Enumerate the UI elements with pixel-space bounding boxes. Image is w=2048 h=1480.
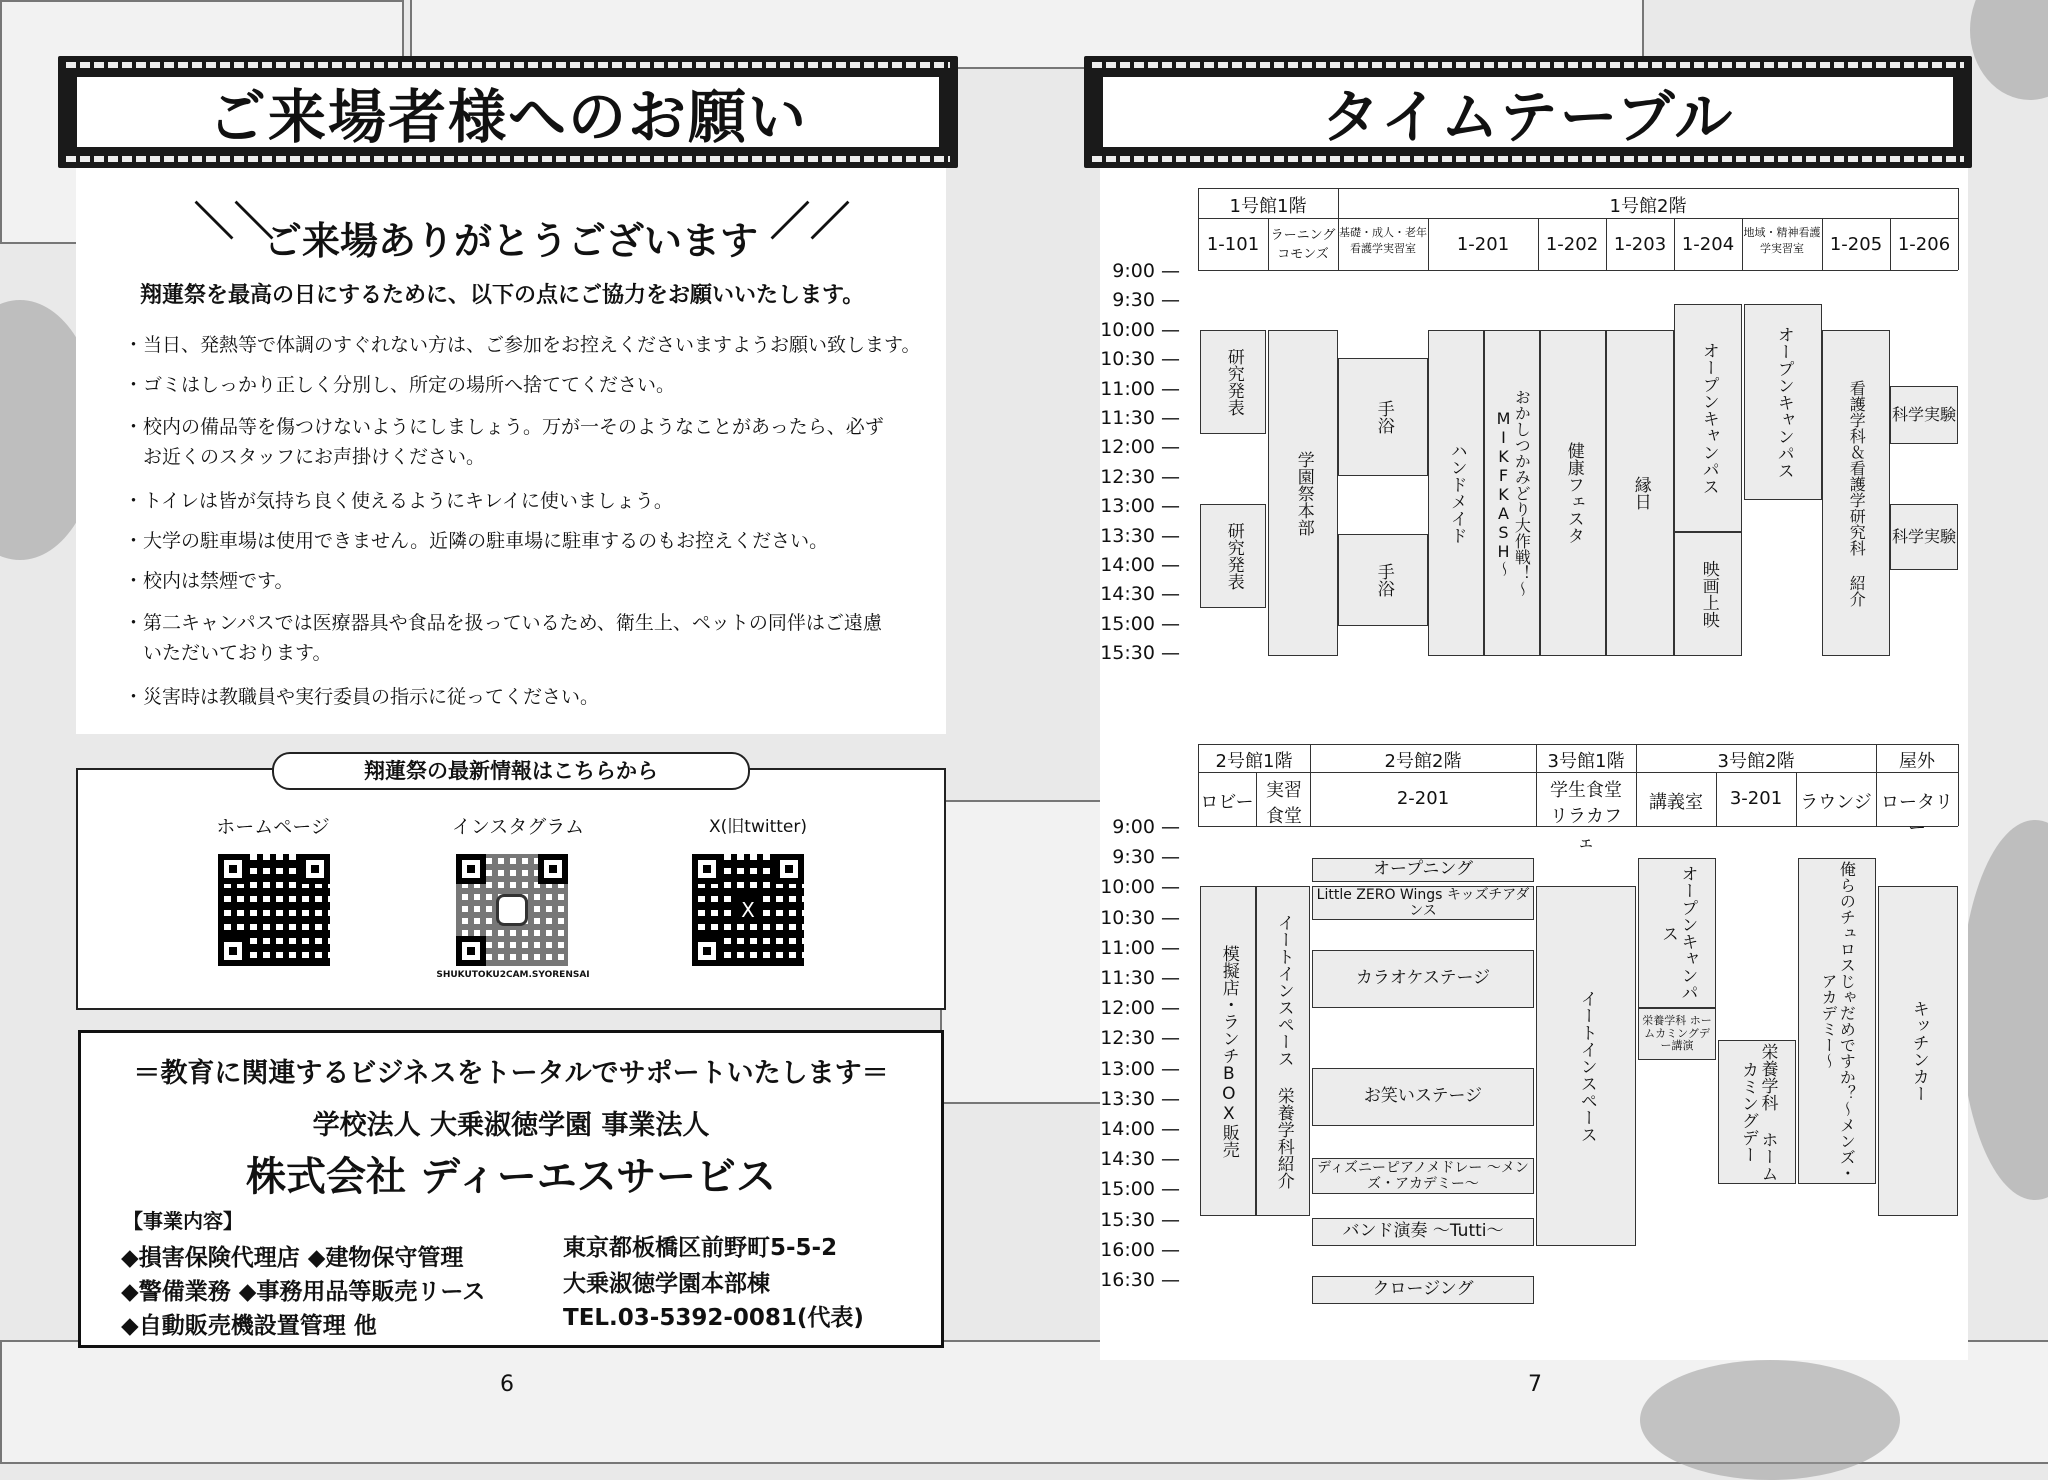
- event-block: おかしつかみどり大作戦！～MIKFKASH～: [1484, 330, 1540, 656]
- event-block: オープンキャンパス: [1638, 858, 1716, 1008]
- rule-item: いただいております。: [124, 642, 332, 664]
- building-header: 2号館2階: [1384, 751, 1462, 772]
- room-header: 1-201: [1456, 234, 1510, 255]
- event-block: お笑いステージ: [1312, 1068, 1534, 1126]
- time-label: 14:30 —: [1100, 583, 1180, 606]
- room-header: 基礎・成人・老年看護学実習室: [1339, 226, 1427, 255]
- room-header: ラウンジ: [1800, 792, 1872, 813]
- info-panel: [76, 759, 946, 1010]
- room-header: 3-201: [1729, 788, 1783, 809]
- time-label: 9:30 —: [1112, 289, 1180, 312]
- rule-item: ・校内の備品等を傷つけないようにしましょう。万が一そのようなことがあったら、必ず: [124, 416, 884, 438]
- event-block: カラオケステージ: [1312, 950, 1534, 1008]
- room-header: ロビー: [1200, 792, 1254, 813]
- time-label: 16:00 —: [1100, 1238, 1180, 1261]
- event-block: イートインスペース: [1536, 886, 1636, 1246]
- time-label: 11:30 —: [1100, 967, 1180, 989]
- timetable-1: [1100, 168, 1968, 688]
- rule-item: ・第二キャンパスでは医療器具や食品を扱っているため、衛生上、ペットの同伴はご遠慮: [124, 612, 882, 634]
- time-label: 12:30 —: [1100, 1027, 1180, 1050]
- room-header: 1-206: [1897, 234, 1951, 255]
- time-label: 11:00 —: [1100, 936, 1180, 959]
- room-header: 1-202: [1545, 234, 1599, 255]
- slash-right-icon: ／／: [770, 199, 850, 245]
- x-twitter-label: X(旧twitter): [709, 817, 807, 837]
- event-block: 健康フェスタ: [1540, 330, 1606, 656]
- room-header: 1-205: [1829, 234, 1883, 255]
- event-block: 模擬店・ランチBOX販売: [1200, 886, 1256, 1216]
- room-header: 地域・精神看護学実習室: [1743, 226, 1821, 255]
- time-label: 15:30 —: [1100, 642, 1180, 665]
- event-block: 研究発表: [1200, 330, 1266, 434]
- time-label: 9:30 —: [1112, 846, 1180, 869]
- event-block: バンド演奏 ～Tutti～: [1312, 1218, 1534, 1246]
- event-block: 学園祭本部: [1268, 330, 1338, 656]
- rule-item: ・トイレは皆が気持ち良く使えるようにキレイに使いましょう。: [124, 490, 673, 512]
- time-label: 13:00 —: [1100, 1057, 1180, 1080]
- rule-item: ・大学の駐車場は使用できません。近隣の駐車場に駐車するのもお控えください。: [124, 530, 829, 552]
- instagram-caption: SHUKUTOKU2CAM.SYORENSAI: [436, 970, 590, 980]
- instagram-icon: [496, 894, 528, 926]
- event-block: Little ZERO Wings キッズチアダンス: [1312, 886, 1534, 920]
- time-label: 13:30 —: [1100, 1087, 1180, 1110]
- timetable-panel: [1100, 168, 1968, 1360]
- room-header: 実習食堂: [1266, 780, 1302, 827]
- building-header: 1号館1階: [1229, 196, 1307, 217]
- event-block: 栄養学科 ホームカミングデー講演: [1638, 1008, 1716, 1060]
- time-label: 15:00 —: [1100, 612, 1180, 635]
- time-label: 9:00 —: [1112, 816, 1180, 838]
- event-block: 俺らのチュロスじゃだめですか？～メンズ・アカデミー～: [1798, 858, 1876, 1184]
- time-label: 14:00 —: [1100, 554, 1180, 576]
- rule-item: ・災害時は教職員や実行委員の指示に従ってください。: [124, 686, 600, 708]
- notice-panel: [76, 168, 946, 734]
- rule-item: お近くのスタッフにお声掛けください。: [124, 446, 486, 468]
- decorative-blob: [1640, 1360, 1900, 1480]
- business-item: ◆警備業務 ◆事務用品等販売リース: [121, 1279, 486, 1305]
- time-label: 14:30 —: [1100, 1148, 1180, 1171]
- event-block: キッチンカー: [1878, 886, 1958, 1216]
- room-header: ラーニングコモンズ: [1270, 228, 1336, 262]
- time-label: 14:00 —: [1100, 1118, 1180, 1140]
- time-label: 16:30 —: [1100, 1269, 1180, 1291]
- building-header: 屋外: [1899, 751, 1935, 772]
- welcome-heading: ご来場ありがとうございます: [263, 219, 758, 263]
- room-header: ロータリー: [1881, 792, 1953, 839]
- event-block: オープニング: [1312, 858, 1534, 882]
- time-label: 15:30 —: [1100, 1208, 1180, 1231]
- slash-left-icon: ＼＼: [194, 199, 274, 245]
- timetable-2: [1100, 744, 1968, 1364]
- event-block: 縁日: [1606, 330, 1674, 656]
- time-label: 12:00 —: [1100, 997, 1180, 1020]
- room-header: 学生食堂リラカフェ: [1550, 780, 1622, 853]
- instagram-qr-code[interactable]: [456, 854, 568, 966]
- event-block: 科学実験: [1890, 386, 1958, 444]
- homepage-qr-code[interactable]: [218, 854, 330, 966]
- time-label: 13:30 —: [1100, 524, 1180, 547]
- time-label: 10:00 —: [1100, 876, 1180, 899]
- time-label: 10:30 —: [1100, 348, 1180, 371]
- time-label: 13:00 —: [1100, 495, 1180, 518]
- event-block: クロージング: [1312, 1276, 1534, 1304]
- business-title: 【事業内容】: [123, 1209, 243, 1233]
- page-number-right: 7: [1528, 1372, 1542, 1397]
- building-header: 3号館1階: [1547, 751, 1625, 772]
- x-twitter-qr-code[interactable]: [692, 854, 804, 966]
- room-header: 講義室: [1649, 792, 1703, 813]
- left-title-bar: [58, 56, 958, 168]
- instagram-label: インスタグラム: [451, 816, 585, 838]
- time-label: 12:00 —: [1100, 436, 1180, 459]
- room-header: 1-101: [1206, 234, 1260, 255]
- time-label: 10:30 —: [1100, 906, 1180, 929]
- event-block: 手浴: [1338, 358, 1428, 476]
- homepage-label: ホームページ: [216, 816, 330, 838]
- rule-item: ・当日、発熱等で体調のすぐれない方は、ご参加をお控えくださいますようお願い致します。: [124, 334, 921, 356]
- building-header: 2号館1階: [1215, 751, 1293, 772]
- event-block: ディズニーピアノメドレー ～メンズ・アカデミー～: [1312, 1158, 1534, 1194]
- phone-number: TEL.03-5392-0081(代表): [563, 1305, 864, 1331]
- event-block: イートインスペース 栄養学科紹介: [1256, 886, 1310, 1216]
- business-item: ◆損害保険代理店 ◆建物保守管理: [121, 1245, 464, 1271]
- x-logo-icon: X: [734, 896, 762, 924]
- business-item: ◆自動販売機設置管理 他: [121, 1313, 377, 1339]
- event-block: 研究発表: [1200, 504, 1266, 608]
- right-title-bar: [1084, 56, 1972, 168]
- event-block: 看護学科＆看護学研究科 紹介: [1822, 330, 1890, 656]
- event-block: オープンキャンパス: [1744, 304, 1822, 500]
- time-label: 11:30 —: [1100, 407, 1180, 429]
- ad-company-name: 株式会社 ディーエスサービス: [246, 1154, 776, 1200]
- event-block: ハンドメイド: [1428, 330, 1484, 656]
- event-block: 手浴: [1338, 534, 1428, 626]
- time-label: 12:30 —: [1100, 465, 1180, 488]
- time-label: 11:00 —: [1100, 377, 1180, 400]
- page-number-left: 6: [500, 1372, 514, 1397]
- right-page-title: タイムテーブル: [1100, 74, 1956, 150]
- sponsor-ad: [78, 1030, 944, 1348]
- room-header: 1-204: [1681, 234, 1735, 255]
- time-label: 15:00 —: [1100, 1178, 1180, 1201]
- event-block: 科学実験: [1890, 504, 1958, 570]
- building-header: 3号館2階: [1717, 751, 1795, 772]
- room-header: 2-201: [1396, 788, 1450, 809]
- decorative-blob: [1960, 820, 2048, 1200]
- ad-organization: 学校法人 大乗淑徳学園 事業法人: [312, 1110, 710, 1141]
- decorative-blob: [1970, 0, 2048, 100]
- rule-item: ・ゴミはしっかり正しく分別し、所定の場所へ捨ててください。: [124, 374, 676, 396]
- building-header: 1号館2階: [1609, 196, 1687, 217]
- time-label: 10:00 —: [1100, 318, 1180, 341]
- time-label: 9:00 —: [1112, 260, 1180, 282]
- rule-item: ・校内は禁煙です。: [124, 570, 294, 592]
- left-page-title: ご来場者様へのお願い: [74, 74, 942, 150]
- room-header: 1-203: [1613, 234, 1667, 255]
- event-block: オープンキャンパス: [1674, 304, 1742, 532]
- event-block: 栄養学科 ホームカミングデー: [1718, 1040, 1796, 1184]
- event-block: 映画上映: [1674, 532, 1742, 656]
- address-line: 東京都板橋区前野町5-5-2: [563, 1235, 838, 1261]
- intro-text: 翔蓮祭を最高の日にするために、以下の点にご協力をお願いいたします。: [140, 283, 865, 308]
- address-line: 大乗淑徳学園本部棟: [563, 1271, 770, 1297]
- info-title: 翔蓮祭の最新情報はこちらから: [272, 752, 750, 790]
- ad-slogan: ＝教育に関連するビジネスをトータルでサポートいたします＝: [133, 1058, 889, 1089]
